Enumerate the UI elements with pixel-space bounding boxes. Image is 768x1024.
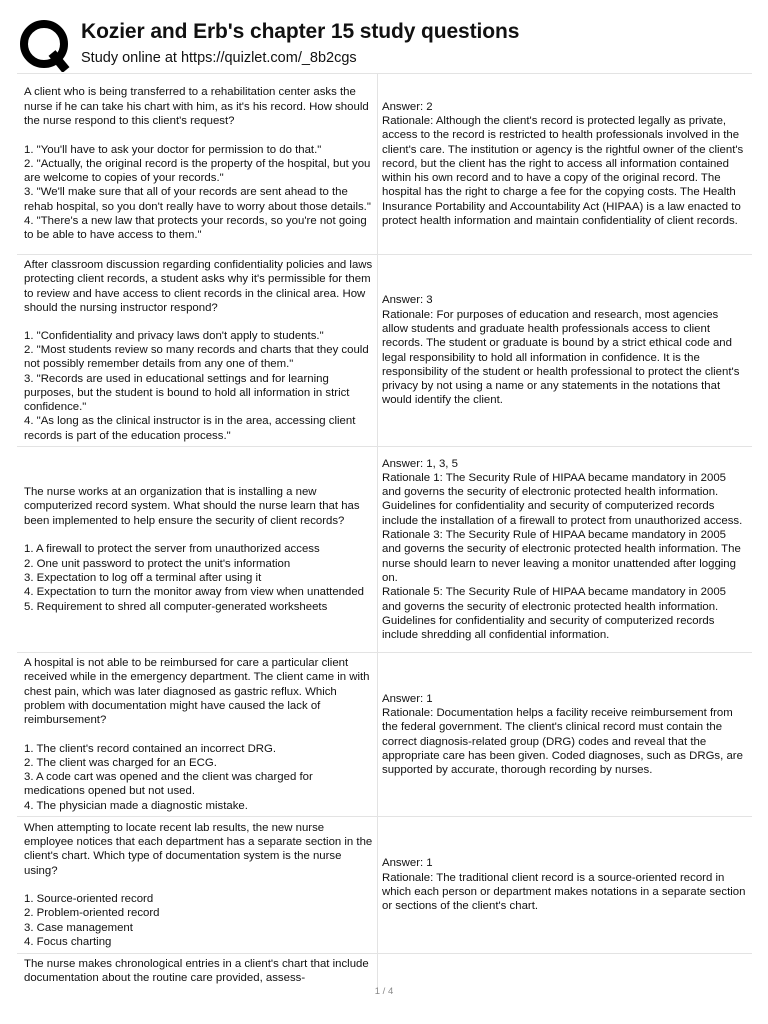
quizlet-logo-icon <box>20 20 72 72</box>
answer-cell <box>378 447 752 652</box>
answer-text: Answer: 1, 3, 5 <box>382 457 458 470</box>
option: 3. Case management <box>24 921 133 934</box>
rationale-text: Rationale 1: The Security Rule of HIPAA became mandatory in 2005 and governs the security of electronic protected health information. Guidelines for confidentiality and security of computerized records include the installation of a firewall to protect from unauthorized access. <box>382 471 743 527</box>
page-title: Kozier and Erb's chapter 15 study questions <box>81 20 520 43</box>
question-row <box>17 954 752 988</box>
answer-cell <box>378 653 752 816</box>
question-cell <box>17 74 378 254</box>
answer-cell <box>378 255 752 446</box>
question-row <box>17 74 752 255</box>
question-text: After classroom discussion regarding confidentiality policies and laws protecting client records, a student asks why it's permissible for them to review and have access to client records in the clinical area. How should the nursing instructor respond? <box>24 259 373 314</box>
answer-text: Answer: 3 <box>382 294 433 307</box>
rationale-text: Rationale 3: The Security Rule of HIPAA became mandatory in 2005 and governs the security of electronic protected health information. The nurse should learn to never leaving a monitor unattended after logging on. <box>382 529 741 584</box>
answer-text: Answer: 1 <box>382 857 433 870</box>
question-row <box>17 653 752 817</box>
question-text: The nurse works at an organization that is installing a new computerized record system. What should the nurse learn that has been implemented to help ensure the security of client records? <box>24 486 360 527</box>
option: 4. Focus charting <box>24 936 112 949</box>
option: 3. "We'll make sure that all of your records are sent ahead to the rehab hospital, so you don't really have to worry about those details." <box>24 186 371 213</box>
question-text: When attempting to locate recent lab results, the new nurse employee notices that each department has a separate section in the client's chart. Which type of documentation system is the nurse using? <box>24 821 373 877</box>
question-text: A client who is being transferred to a rehabilitation center asks the nurse if he can take his chart with him, as it's his record. How should the nurse respond to this client's request? <box>24 86 369 127</box>
question-row <box>17 447 752 653</box>
study-online-link[interactable]: Study online at https://quizlet.com/_8b2cgs <box>81 50 357 66</box>
answer-text: Answer: 2 <box>382 100 433 113</box>
rationale-text: Rationale: Documentation helps a facility receive reimbursement from the federal government. The client's clinical record must contain the correct diagnosis-related group (DRG) codes and reveal that the appropriate care has been given. Coded diagnoses, such as DRGs, are supported by accurate, thorough recording by nurses. <box>382 706 743 777</box>
question-text: The nurse makes chronological entries in a client's chart that include documentation about the routine care provided, assess- <box>24 958 369 985</box>
option: 1. The client's record contained an incorrect DRG. <box>24 742 277 755</box>
page-number: 1 / 4 <box>374 986 394 997</box>
answer-cell <box>378 817 752 953</box>
study-table <box>17 73 752 988</box>
option: 1. "Confidentiality and privacy laws don't apply to students." <box>24 329 324 342</box>
question-row <box>17 817 752 954</box>
rationale-text: Rationale: For purposes of education and research, most agencies allow students and graduate health professionals access to client records. The student or graduate is bound by a strict ethical code and legal responsibility to hold all information in confidence. It is the responsibility of the student or health professional to protect the client's privacy by not using a name or any statements in the notations that would identify the client. <box>382 308 740 407</box>
page-header <box>0 0 768 74</box>
option: 1. Source-oriented record <box>24 893 154 906</box>
quizlet-q-glyph <box>20 20 72 72</box>
question-cell <box>17 954 378 988</box>
answer-cell <box>378 954 752 988</box>
option: 3. A code cart was opened and the client was charged for medications opened but not used. <box>24 771 313 798</box>
option: 4. "There's a new law that protects your records, so you're not going to be able to have access to them." <box>24 215 367 242</box>
question-cell <box>17 817 378 953</box>
rationale-text: Rationale 5: The Security Rule of HIPAA became mandatory in 2005 and governs the security of electronic protected health information. Guidelines for confidentiality and security of computerized records include shredding all confidential information. <box>382 586 727 642</box>
question-cell <box>17 255 378 446</box>
option: 1. "You'll have to ask your doctor for permission to do that." <box>24 143 322 156</box>
option: 2. One unit password to protect the unit's information <box>24 557 291 570</box>
option: 2. The client was charged for an ECG. <box>24 756 217 769</box>
question-text: A hospital is not able to be reimbursed for care a particular client received while in the emergency department. The client came in with chest pain, which was later diagnosed as gastric reflux. Which problem with documentation might have caused the lack of reimbursement? <box>24 657 370 727</box>
option: 4. Expectation to turn the monitor away from view when unattended <box>24 586 365 599</box>
option: 2. "Actually, the original record is the property of the hospital, but you are welcome to copies of your records." <box>24 157 371 185</box>
option: 5. Requirement to shred all computer-generated worksheets <box>24 600 328 613</box>
option: 1. A firewall to protect the server from unauthorized access <box>24 543 320 556</box>
option: 4. The physician made a diagnostic mistake. <box>24 799 248 812</box>
option: 4. "As long as the clinical instructor is in the area, accessing client records is part of the education process." <box>24 415 356 442</box>
question-row <box>17 255 752 447</box>
question-cell <box>17 447 378 652</box>
rationale-text: Rationale: Although the client's record is protected legally as private, access to the record is restricted to health professionals involved in the client's care. The institution or agency is the rightful owner of the client's record, but the client has the right to access all information contained within his own record and to have a copy of the original record. The hospital has the right to charge a fee for the copying costs. The Health Insurance Portability and Accountability Act (HIPAA) is a law enacted to protect health information and maintain confidentiality of client records. <box>382 114 744 228</box>
question-cell <box>17 653 378 816</box>
rationale-text: Rationale: The traditional client record is a source-oriented record in which each person or department makes notations in a separate section or sections of the client's chart. <box>382 871 746 913</box>
option: 2. "Most students review so many records and charts that they could not possibly remember details from any one of them." <box>24 343 369 371</box>
answer-cell <box>378 74 752 254</box>
answer-text: Answer: 1 <box>382 692 433 705</box>
option: 2. Problem-oriented record <box>24 907 160 920</box>
option: 3. Expectation to log off a terminal after using it <box>24 571 262 584</box>
option: 3. "Records are used in educational settings and for learning purposes, but the student is bound to hold all information in strict confidence." <box>24 372 350 414</box>
